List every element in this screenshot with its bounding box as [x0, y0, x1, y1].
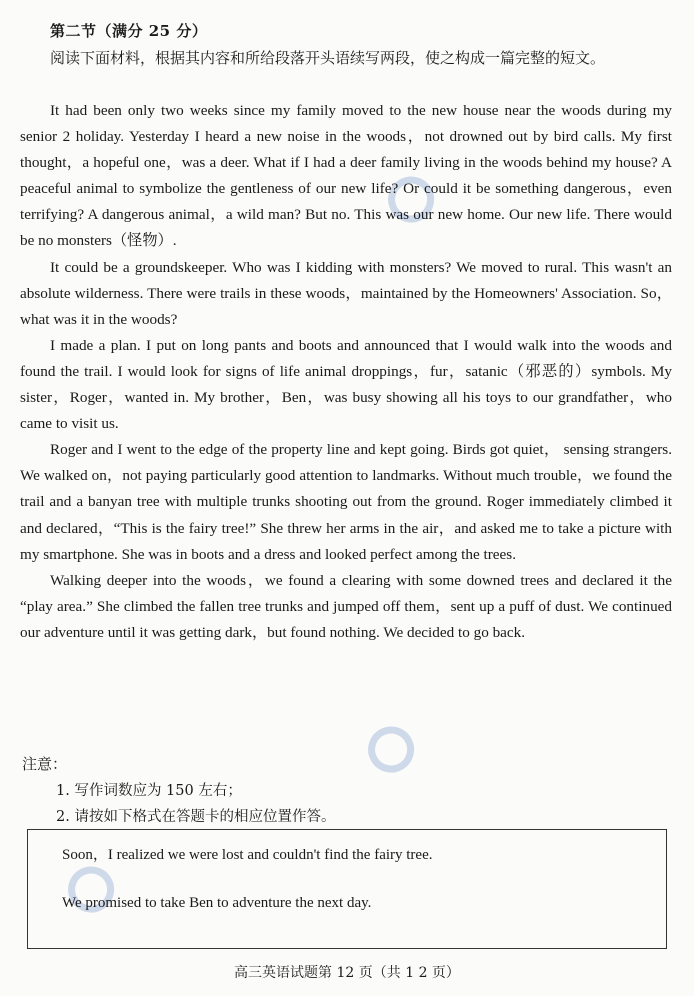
reading-passage: [20, 98, 672, 646]
passage-paragraph: I made a plan. I put on long pants and boots and announced that I would walk into the woods and found the trail. I would look for signs of life animal droppings，fur，satanic（邪恶的）symbols. My sister，Roger，wanted in. My brother，Ben，was busy showing all his toys to our grandfather，who came to visit us.: [20, 336, 672, 433]
note-item: 1. 写作词数应为 150 左右；: [56, 783, 242, 799]
watermark: [360, 718, 422, 780]
note-item: 2. 请按如下格式在答题卡的相应位置作答。: [56, 809, 336, 825]
notes-label: 注意：: [22, 755, 68, 773]
passage-paragraph: It had been only two weeks since my family moved to the new house near the woods during my senior 2 holiday. Yesterday I heard a new noise in the woods，not drowned out by bird calls. My first thought，a hopeful one，was a deer. What if I had a deer family living in the woods behind my house? A peaceful animal to symbolize the gentleness of our new life? Or could it be something dangerous，even terrifying? A dangerous animal，a wild man? But no. This was our new home. Our new life. There would be no monsters（怪物）.: [20, 102, 672, 250]
section-instruction: 阅读下面材料，根据其内容和所给段落开头语续写两段，使之构成一篇完整的短文。: [50, 49, 606, 67]
passage-paragraph: It could be a groundskeeper. Who was I kidding with monsters? We moved to rural. This wasn't an absolute wilderness. There were trails in these woods，maintained by the Homeowners' Association. So，what was it in the woods?: [20, 258, 672, 328]
answer-box: [27, 829, 667, 949]
continuation-prompt-2: We promised to take Ben to adventure the next day.: [62, 895, 372, 911]
section-title: 第二节（满分 25 分）: [50, 22, 208, 40]
passage-paragraph: Walking deeper into the woods，we found a clearing with some downed trees and declared it the “play area.” She climbed the fallen tree trunks and jumped off them，sent up a puff of dust. We continued our adventure until it was getting dark，but found nothing. We decided to go back.: [20, 571, 672, 641]
page-footer: 高三英语试题第 12 页（共 1 2 页）: [234, 965, 460, 981]
continuation-prompt-1: Soon，I realized we were lost and couldn't find the fairy tree.: [62, 847, 433, 863]
watermark-logo-icon: [360, 718, 422, 780]
passage-paragraph: Roger and I went to the edge of the property line and kept going. Birds got quiet， sensing strangers. We walked on，not paying particularly good attention to landmarks. Without much trouble，we found the trail and a banyan tree with multiple trunks shooting out from the ground. Roger immediately climbed it and declared，“This is the fairy tree!” She threw her arms in the air，and asked me to take a picture with my smartphone. She was in boots and a dress and looked perfect among the trees.: [20, 441, 672, 563]
